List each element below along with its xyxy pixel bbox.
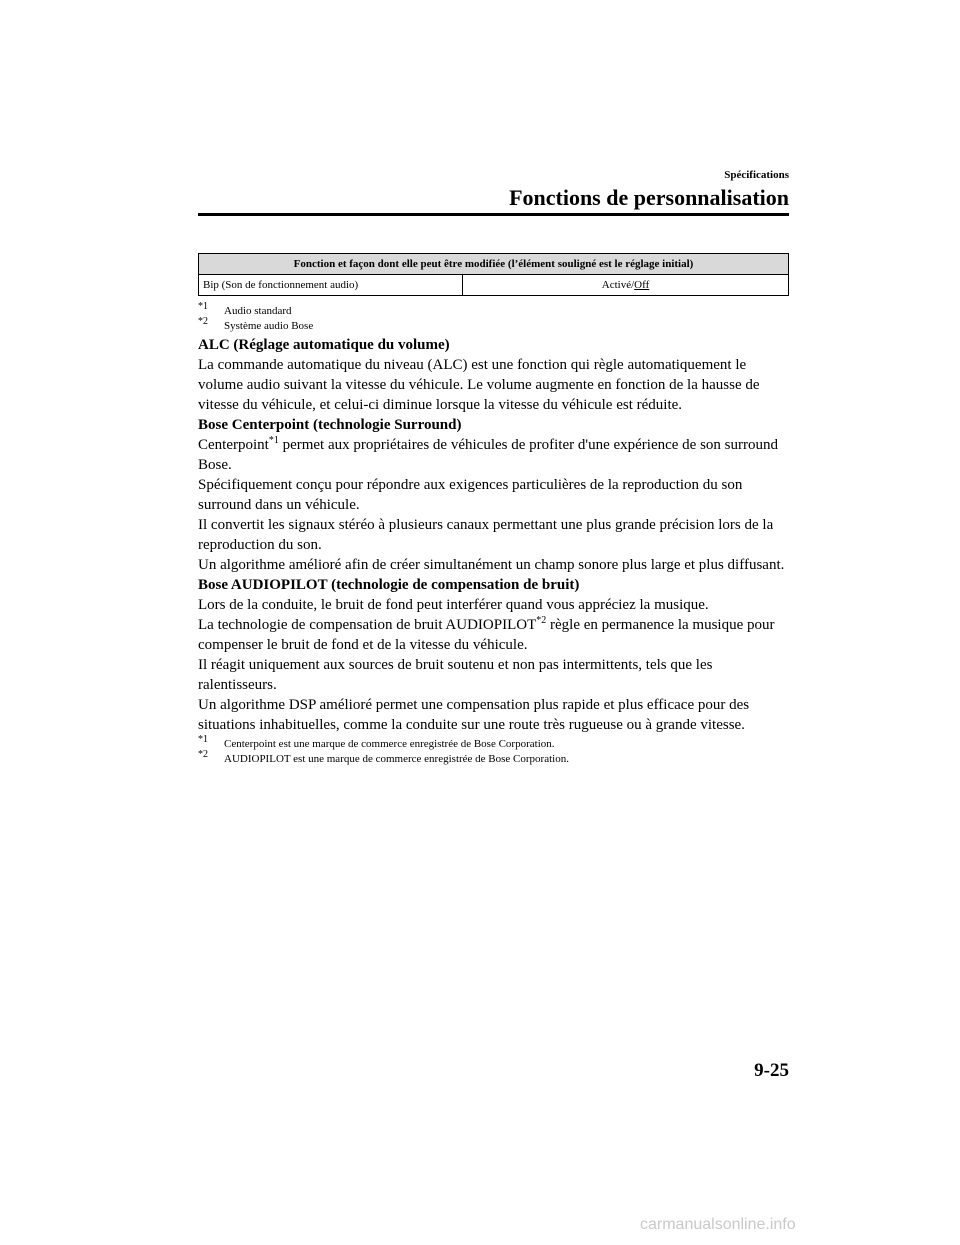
centerpoint-paragraph-2: Spécifiquement conçu pour répondre aux exigences particulières de la reproduction du son surround dans un véhicule. <box>198 477 743 513</box>
table-header-row <box>199 254 789 275</box>
footnote: $^{*2}$ AUDIOPILOT est une marque de commerce enregistrée de Bose Corporation. <box>198 749 569 765</box>
centerpoint-heading: Bose Centerpoint (technologie Surround) <box>198 417 462 433</box>
audiopilot-paragraph-2: La technologie de compensation de bruit AUDIOPILOT$^{*2}$ règle en permanence la musique pour compenser le bruit de fond et de la vitesse du véhicule. <box>198 615 775 653</box>
settings-table <box>198 253 789 296</box>
footnotes <box>198 734 789 767</box>
setting-default-value: Off <box>634 279 650 291</box>
main-content <box>198 253 789 767</box>
footnote-ref: *2 <box>536 615 547 626</box>
page-header <box>198 168 789 212</box>
table-note: $^{*2}$ Système audio Bose <box>198 316 314 332</box>
footnote-text: Centerpoint est une marque de commerce enregistrée de Bose Corporation. <box>224 738 555 750</box>
table-note: $^{*1}$ Audio standard <box>198 301 292 317</box>
chapter-title: Fonctions de personnalisation <box>509 185 789 210</box>
watermark: carmanualsonline.info <box>640 1216 796 1233</box>
setting-value-prefix: Activé/ <box>601 279 635 291</box>
table-header: Fonction et façon dont elle peut être modifiée (l’élément souligné est le réglage initial) <box>199 254 789 275</box>
note-text: Système audio Bose <box>224 320 314 332</box>
footnote: $^{*1}$ Centerpoint est une marque de commerce enregistrée de Bose Corporation. <box>198 734 555 750</box>
section-label: Spécifications <box>724 169 789 181</box>
setting-value <box>463 275 789 296</box>
setting-name: Bip (Son de fonctionnement audio) <box>199 275 463 296</box>
centerpoint-paragraph-1: Centerpoint$^{*1}$ permet aux propriétaires de véhicules de profiter d'une expérience de son surround Bose. <box>198 435 779 473</box>
audiopilot-heading: Bose AUDIOPILOT (technologie de compensation de bruit) <box>198 577 580 593</box>
footnote-text: AUDIOPILOT est une marque de commerce enregistrée de Bose Corporation. <box>224 753 569 765</box>
audiopilot-paragraph-4: Un algorithme DSP amélioré permet une compensation plus rapide et plus efficace pour des situations inhabituelles, comme la conduite sur une route très rugueuse ou à grande vitesse. <box>198 697 750 733</box>
table-row <box>199 275 789 296</box>
table-notes <box>198 301 789 334</box>
audiopilot-paragraph-1: Lors de la conduite, le bruit de fond peut interférer quand vous appréciez la musique. <box>198 597 709 613</box>
centerpoint-paragraph-3: Il convertit les signaux stéréo à plusieurs canaux permettant une plus grande précision lors de la reproduction du son. <box>198 517 774 553</box>
page-number: 9-25 <box>754 1060 789 1081</box>
centerpoint-paragraph-4: Un algorithme amélioré afin de créer simultanément un champ sonore plus large et plus diffusant. <box>198 557 785 573</box>
note-text: Audio standard <box>224 305 292 317</box>
body-text <box>198 335 789 735</box>
header-rule <box>198 213 789 216</box>
footnote-ref: *1 <box>268 435 279 446</box>
alc-heading: ALC (Réglage automatique du volume) <box>198 337 450 353</box>
audiopilot-paragraph-3: Il réagit uniquement aux sources de bruit soutenu et non pas intermittents, tels que les ralentisseurs. <box>198 657 713 693</box>
alc-paragraph: La commande automatique du niveau (ALC) est une fonction qui règle automatiquement le volume audio suivant la vitesse du véhicule. Le volume augmente en fonction de la hausse de vitesse du véhicule, et celui-ci diminue lorsque la vitesse du véhicule est réduite. <box>198 357 760 413</box>
